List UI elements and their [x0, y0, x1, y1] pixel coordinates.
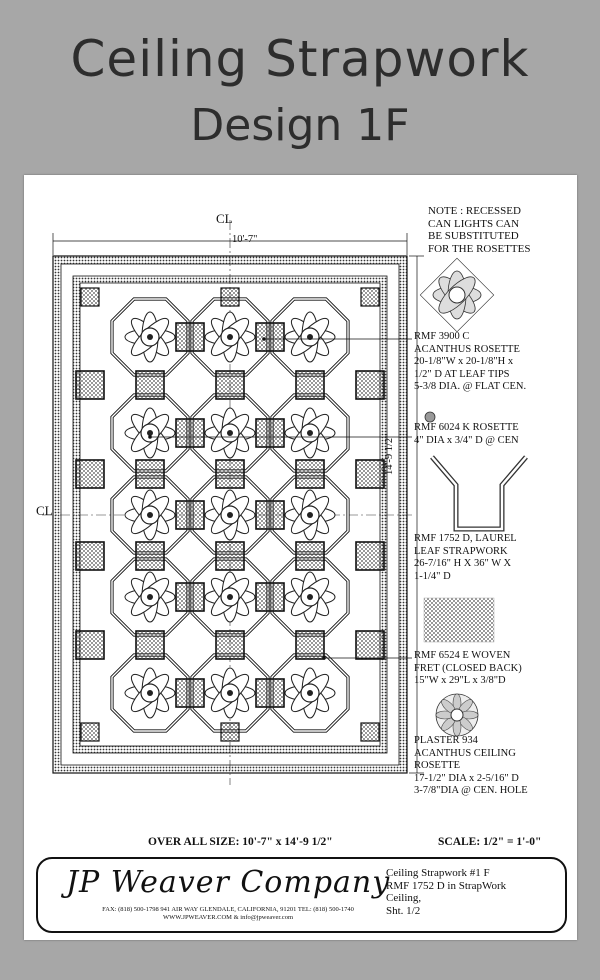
- woven-fret-panel: [256, 323, 284, 351]
- rosette-boss: [307, 512, 313, 518]
- woven-fret-panel: [256, 419, 284, 447]
- rosette-boss: [227, 512, 233, 518]
- woven-fret-panel: [296, 631, 324, 659]
- width-dimension: 10'-7": [232, 234, 258, 245]
- height-dimension: 14'-9 1/2": [384, 433, 395, 475]
- corner-fret-panel: [361, 723, 379, 741]
- sample-strapwork-inner: [432, 457, 526, 529]
- woven-fret-panel: [136, 371, 164, 399]
- corner-fret-panel: [361, 288, 379, 306]
- woven-fret-panel: [296, 371, 324, 399]
- note-text: NOTE : RECESSED CAN LIGHTS CAN BE SUBSTITUTED FOR THE ROSETTES: [428, 205, 531, 255]
- rosette-boss: [227, 334, 233, 340]
- leader-dot: [262, 337, 266, 341]
- woven-fret-panel: [76, 542, 104, 570]
- drawing-scale: SCALE: 1/2" = 1'-0": [438, 836, 542, 848]
- woven-fret-panel: [176, 501, 204, 529]
- centerline-top-label: CL: [216, 211, 233, 226]
- rosette-boss: [147, 594, 153, 600]
- callout-laurel-strapwork: RMF 1752 D, LAUREL LEAF STRAPWORK 26-7/16" H X 36" W X 1-1/4" D: [414, 533, 517, 582]
- rosette-boss: [147, 690, 153, 696]
- woven-fret-panel: [176, 323, 204, 351]
- sheet-info: Ceiling Strapwork #1 F RMF 1752 D in StrapWork Ceiling, Sht. 1/2: [386, 867, 507, 917]
- sample-strapwork: [432, 457, 526, 529]
- corner-fret-panel: [81, 723, 99, 741]
- rosette-boss: [307, 690, 313, 696]
- corner-fret-panel: [81, 288, 99, 306]
- title-block: [36, 857, 567, 933]
- woven-fret-panel: [216, 631, 244, 659]
- company-logo: JP Weaver Company: [66, 865, 391, 900]
- rosette-boss: [227, 690, 233, 696]
- rosette-boss: [307, 594, 313, 600]
- corner-fret-panel: [221, 288, 239, 306]
- woven-fret-panel: [296, 542, 324, 570]
- callout-acanthus-rosette: RMF 3900 C ACANTHUS ROSETTE 20-1/8"W x 20-1/8"H x 1/2" D AT LEAF TIPS 5-3/8 DIA. @ FLAT CEN.: [414, 331, 527, 392]
- sample-rosette-center: [449, 287, 465, 303]
- drawing-sheet: [24, 175, 577, 940]
- sample-woven-fret: [424, 598, 494, 642]
- woven-fret-panel: [356, 371, 384, 399]
- woven-fret-panel: [216, 460, 244, 488]
- rosette-boss: [227, 594, 233, 600]
- woven-fret-panel: [176, 679, 204, 707]
- rosette-boss: [307, 430, 313, 436]
- callout-woven-fret: RMF 6524 E WOVEN FRET (CLOSED BACK) 15"W x 29"L x 3/8"D: [414, 650, 522, 686]
- woven-fret-panel: [76, 371, 104, 399]
- woven-fret-panel: [356, 460, 384, 488]
- rosette-boss: [227, 430, 233, 436]
- rosette-boss: [147, 334, 153, 340]
- callout-plaster-rosette: PLASTER 934 ACANTHUS CEILING ROSETTE 17-1/2" DIA x 2-5/16" D 3-7/8"DIA @ CEN. HOLE: [414, 735, 528, 796]
- woven-fret-panel: [356, 631, 384, 659]
- rosette-boss: [147, 512, 153, 518]
- sample-small-rosette: [425, 412, 435, 422]
- woven-fret-panel: [176, 419, 204, 447]
- leader-dot: [322, 656, 326, 660]
- company-contact: [68, 906, 388, 922]
- page-title: Ceiling Strapwork: [70, 30, 530, 88]
- woven-fret-panel: [256, 679, 284, 707]
- contact-line-2: WWW.JPWEAVER.COM & info@jpweaver.com: [162, 914, 293, 921]
- woven-fret-panel: [136, 542, 164, 570]
- woven-fret-panel: [256, 583, 284, 611]
- leader-dot: [148, 435, 152, 439]
- centerline-left-label: CL: [36, 503, 53, 518]
- overall-size: OVER ALL SIZE: 10'-7" x 14'-9 1/2": [148, 836, 333, 848]
- woven-fret-panel: [356, 542, 384, 570]
- woven-fret-panel: [176, 583, 204, 611]
- woven-fret-panel: [216, 371, 244, 399]
- woven-fret-panel: [136, 631, 164, 659]
- contact-line-1: FAX: (818) 500-1798 941 AIR WAY GLENDALE, CALIFORNIA, 91201 TEL: (818) 500-1740: [102, 906, 354, 913]
- woven-fret-panel: [136, 460, 164, 488]
- page-subtitle: Design 1F: [190, 100, 410, 151]
- rosette-boss: [147, 430, 153, 436]
- corner-fret-panel: [221, 723, 239, 741]
- sample-plaster-hole: [451, 709, 463, 721]
- woven-fret-panel: [76, 631, 104, 659]
- woven-fret-panel: [76, 460, 104, 488]
- woven-fret-panel: [216, 542, 244, 570]
- callout-small-rosette: RMF 6024 K ROSETTE 4" DIA x 3/4" D @ CEN: [414, 422, 519, 446]
- woven-fret-panel: [296, 460, 324, 488]
- woven-fret-panel: [256, 501, 284, 529]
